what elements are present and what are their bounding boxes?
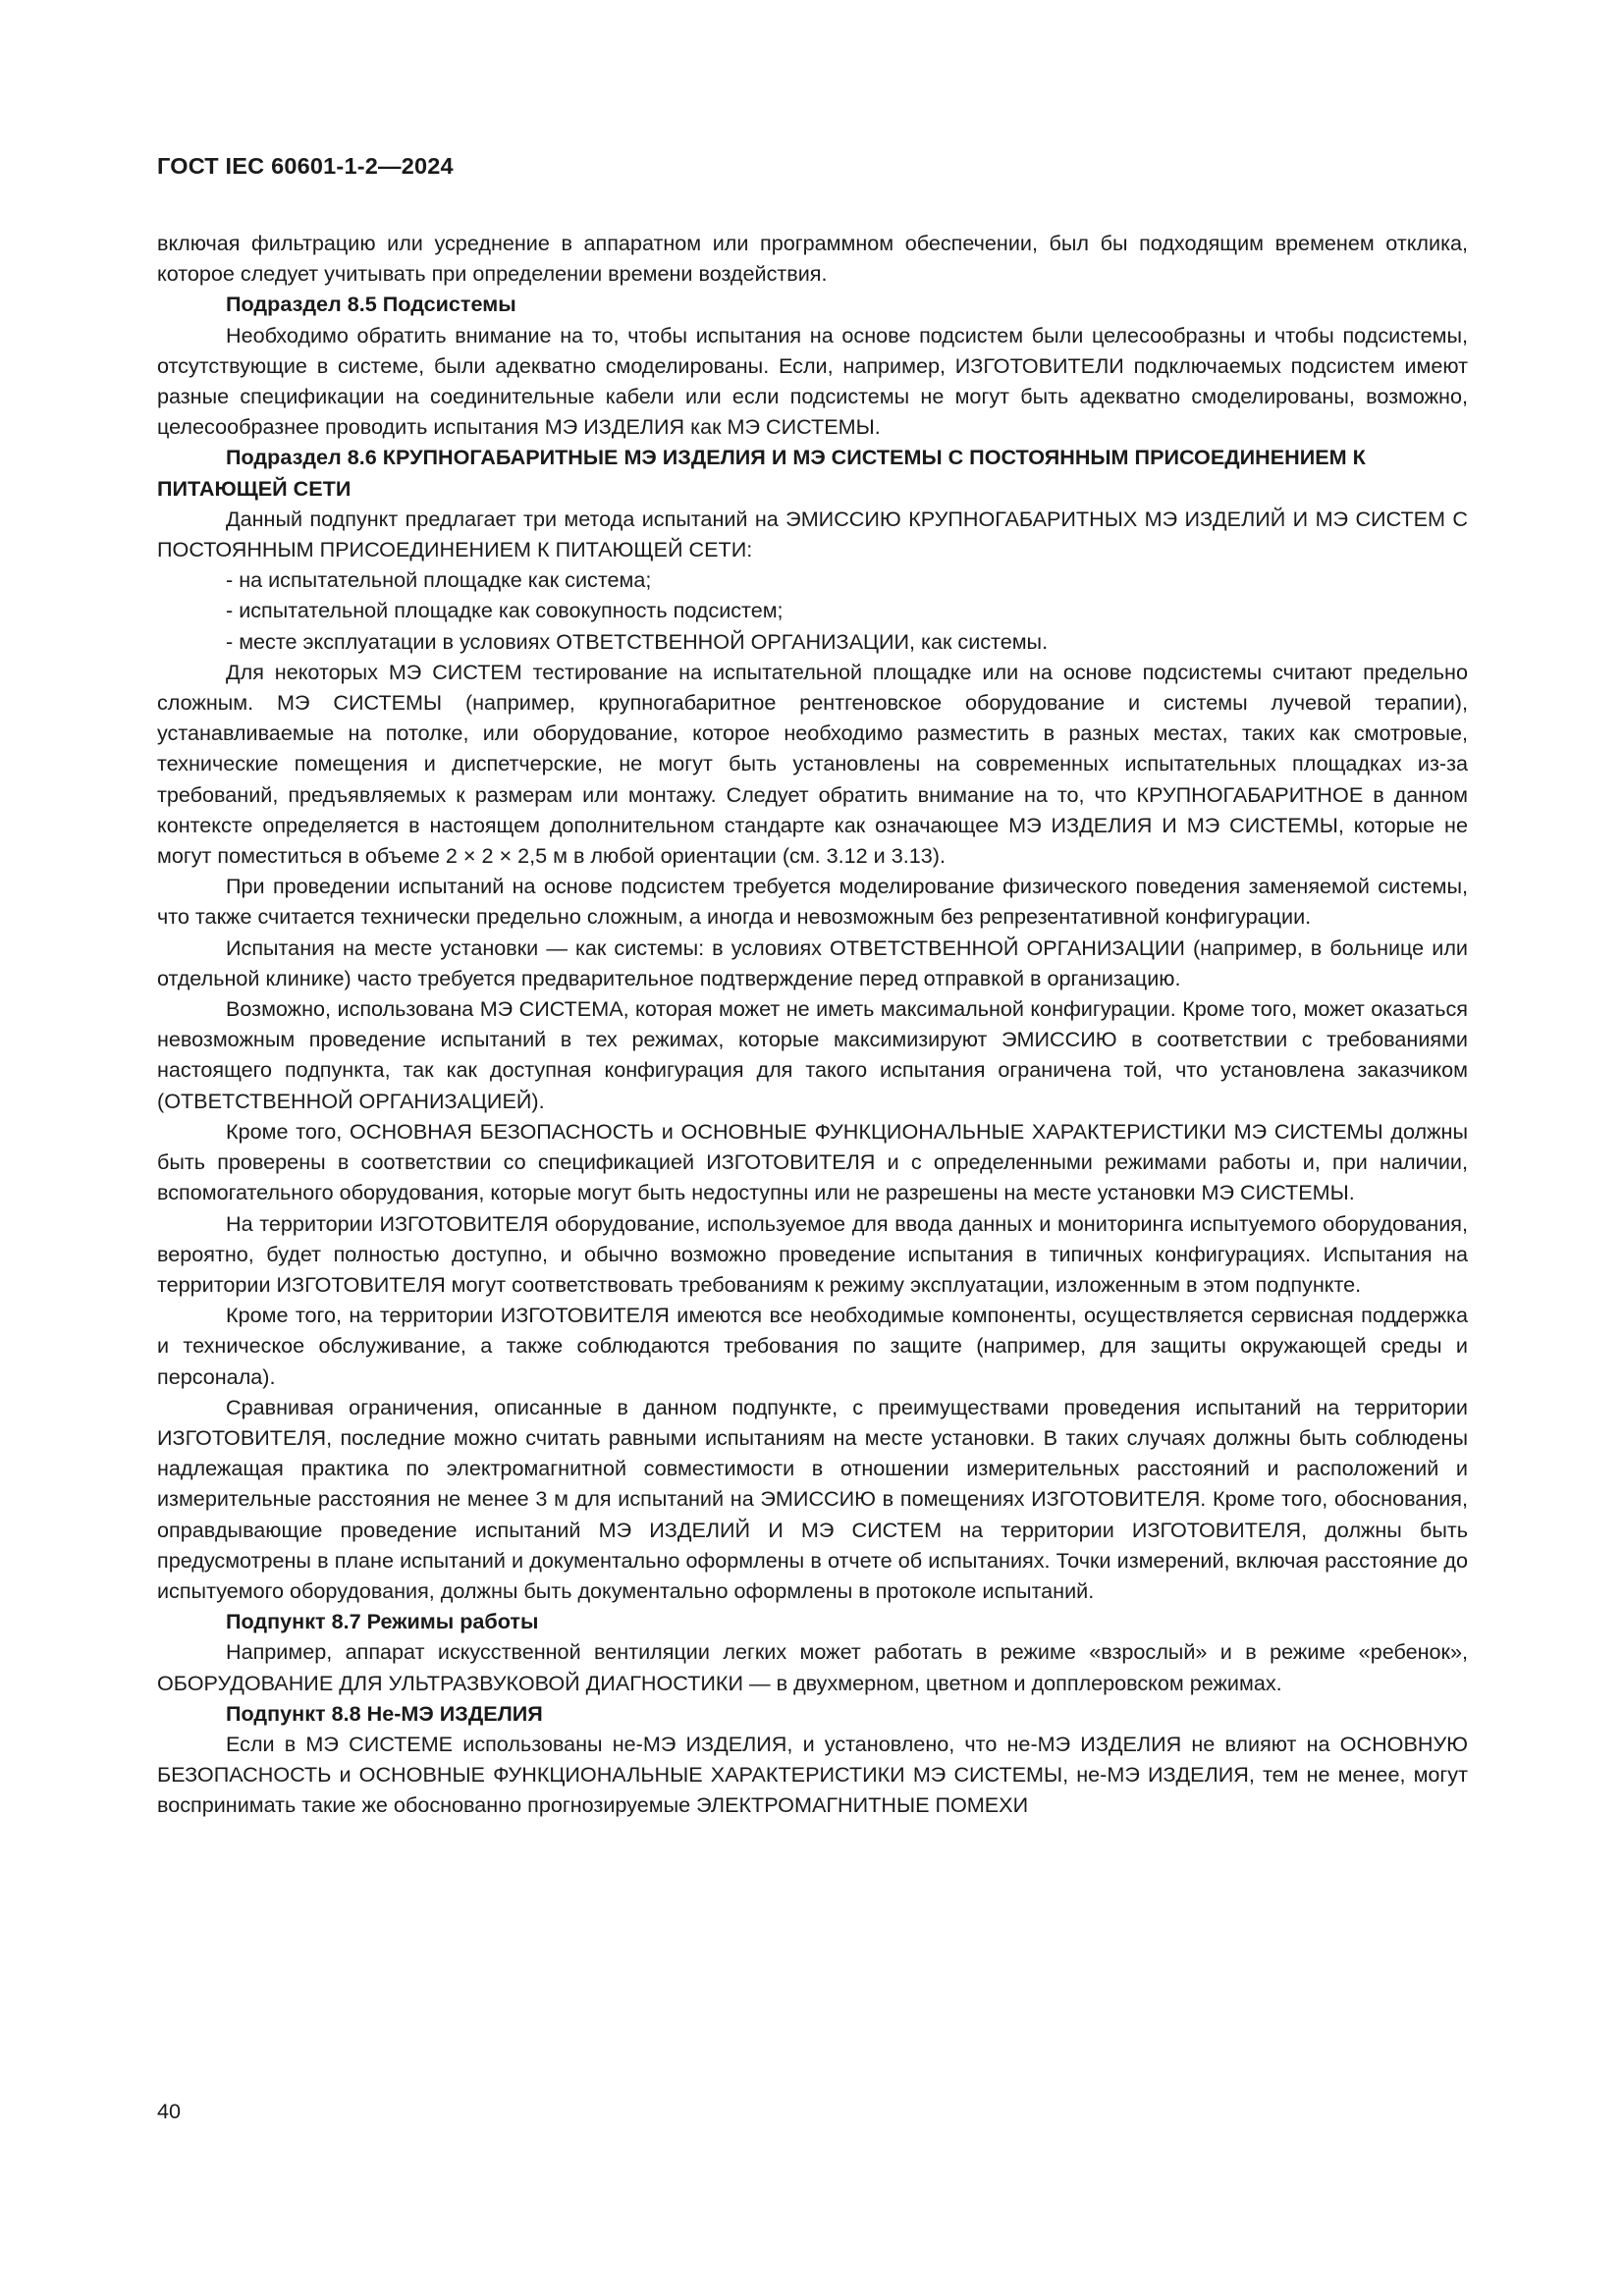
paragraph: Например, аппарат искусственной вентиляции легких может работать в режиме «взрослый» и в режиме «ребенок», ОБОРУДОВАНИЕ ДЛЯ УЛЬТРАЗВУКОВОЙ ДИАГНОСТИКИ — в двухмерном, цветном и допплеровском режимах. bbox=[157, 1639, 1468, 1695]
list-item: - испытательной площадке как совокупность подсистем; bbox=[226, 598, 784, 623]
standard-header: ГОСТ IEC 60601-1-2—2024 bbox=[157, 153, 454, 179]
paragraph: Для некоторых МЭ СИСТЕМ тестирование на испытательной площадке или на основе подсистемы считают предельно сложным. МЭ СИСТЕМЫ (например, крупногабаритное рентгеновское оборудование и системы лучевой терапии), устанавливаемые на потолке, или оборудование, которое необходимо разместить в разных местах, таких как смотровые, технические помещения и диспетчерские, не могут быть установлены на современных испытательных площадках из-за требований, предъявляемых к размерам или монтажу. Следует обратить внимание на то, что КРУПНОГАБАРИТНОЕ в данном контексте определяется в настоящем дополнительном стандарте как означающее МЭ ИЗДЕЛИЯ И МЭ СИСТЕМЫ, которые не могут поместиться в объеме 2 × 2 × 2,5 м в любой ориентации (см. 3.12 и 3.13). bbox=[157, 659, 1468, 869]
paragraph: Испытания на месте установки — как системы: в условиях ОТВЕТСТВЕННОЙ ОРГАНИЗАЦИИ (например, в больнице или отдельной клинике) часто требуется предварительное подтверждение перед отправкой в организацию. bbox=[157, 934, 1468, 990]
list-item: - месте эксплуатации в условиях ОТВЕТСТВЕННОЙ ОРГАНИЗАЦИИ, как системы. bbox=[226, 628, 1049, 654]
paragraph: Сравнивая ограничения, описанные в данном подпункте, с преимуществами проведения испытаний на территории ИЗГОТОВИТЕЛЯ, последние можно считать равными испытаниям на месте установки. В таких случаях должны быть соблюдены надлежащая практика по электромагнитной совместимости в отношении измерительных расстояний и расположений и измерительные расстояния не менее 3 м для испытаний на ЭМИССИЮ в помещениях ИЗГОТОВИТЕЛЯ. Кроме того, обоснования, оправдывающие проведение испытаний МЭ ИЗДЕЛИЙ И МЭ СИСТЕМ на территории ИЗГОТОВИТЕЛЯ, должны быть предусмотрены в плане испытаний и документально оформлены в отчете об испытаниях. Точки измерений, включая расстояние до испытуемого оборудования, должны быть документально оформлены в протоколе испытаний. bbox=[157, 1394, 1468, 1603]
paragraph: Возможно, использована МЭ СИСТЕМА, которая может не иметь максимальной конфигурации. Кроме того, может оказаться невозможным проведение испытаний в тех режимах, которые максимизируют ЭМИССИЮ в соответствии с требованиями настоящего подпункта, так как доступная конфигурация для такого испытания ограничена той, что установлена заказчиком (ОТВЕТСТВЕННОЙ ОРГАНИЗАЦИЕЙ). bbox=[157, 996, 1468, 1113]
list-item: - на испытательной площадке как система; bbox=[226, 567, 652, 593]
section-heading-8-6: Подраздел 8.6 КРУПНОГАБАРИТНЫЕ МЭ ИЗДЕЛИЯ И МЭ СИСТЕМЫ С ПОСТОЯННЫМ ПРИСОЕДИНЕНИЕМ К ПИТАЮЩЕЙ СЕТИ bbox=[157, 445, 1366, 501]
paragraph: Данный подпункт предлагает три метода испытаний на ЭМИССИЮ КРУПНОГАБАРИТНЫХ МЭ ИЗДЕЛИЙ И МЭ СИСТЕМ С ПОСТОЯННЫМ ПРИСОЕДИНЕНИЕМ К ПИТАЮЩЕЙ СЕТИ: bbox=[157, 506, 1468, 562]
section-heading-8-5: Подраздел 8.5 Подсистемы bbox=[226, 292, 516, 317]
paragraph: Необходимо обратить внимание на то, чтобы испытания на основе подсистем были целесообразны и чтобы подсистемы, отсутствующие в системе, были адекватно смоделированы. Если, например, ИЗГОТОВИТЕЛИ подключаемых подсистем имеют разные спецификации на соединительные кабели или если подсистемы не могут быть адекватно смоделированы, возможно, целесообразнее проводить испытания МЭ ИЗДЕЛИЯ как МЭ СИСТЕМЫ. bbox=[157, 322, 1468, 440]
page-number: 40 bbox=[157, 2099, 182, 2123]
paragraph: Кроме того, ОСНОВНАЯ БЕЗОПАСНОСТЬ и ОСНОВНЫЕ ФУНКЦИОНАЛЬНЫЕ ХАРАКТЕРИСТИКИ МЭ СИСТЕМЫ должны быть проверены в соответствии со спецификацией ИЗГОТОВИТЕЛЯ и с определенными режимами работы и, при наличии, вспомогательного оборудования, которые могут быть недоступны или не разрешены на месте установки МЭ СИСТЕМЫ. bbox=[157, 1118, 1468, 1205]
paragraph: Если в МЭ СИСТЕМЕ использованы не-МЭ ИЗДЕЛИЯ, и установлено, что не-МЭ ИЗДЕЛИЯ не влияют на ОСНОВНУЮ БЕЗОПАСНОСТЬ и ОСНОВНЫЕ ФУНКЦИОНАЛЬНЫЕ ХАРАКТЕРИСТИКИ МЭ СИСТЕМЫ, не-МЭ ИЗДЕЛИЯ, тем не менее, могут воспринимать такие же обоснованно прогнозируемые ЭЛЕКТРОМАГНИТНЫЕ ПОМЕХИ bbox=[157, 1731, 1468, 1818]
paragraph: При проведении испытаний на основе подсистем требуется моделирование физического поведения заменяемой системы, что также считается технически предельно сложным, а иногда и невозможным без репрезентативной конфигурации. bbox=[157, 874, 1468, 930]
paragraph: Кроме того, на территории ИЗГОТОВИТЕЛЯ имеются все необходимые компоненты, осуществляется сервисная поддержка и техническое обслуживание, а также соблюдаются требования по защите (например, для защиты окружающей среды и персонала). bbox=[157, 1303, 1468, 1389]
section-heading-8-8: Подпункт 8.8 Не-МЭ ИЗДЕЛИЯ bbox=[226, 1700, 543, 1726]
paragraph-continuation: включая фильтрацию или усреднение в аппаратном или программном обеспечении, был бы подходящим временем отклика, которое следует учитывать при определении времени воздействия. bbox=[157, 231, 1468, 287]
document-body bbox=[157, 228, 1468, 1821]
section-heading-8-7: Подпункт 8.7 Режимы работы bbox=[226, 1609, 539, 1634]
paragraph: На территории ИЗГОТОВИТЕЛЯ оборудование, используемое для ввода данных и мониторинга испытуемого оборудования, вероятно, будет полностью доступно, и обычно возможно проведение испытания в типичных конфигурациях. Испытания на территории ИЗГОТОВИТЕЛЯ могут соответствовать требованиям к режиму эксплуатации, изложенным в этом подпункте. bbox=[157, 1210, 1468, 1297]
